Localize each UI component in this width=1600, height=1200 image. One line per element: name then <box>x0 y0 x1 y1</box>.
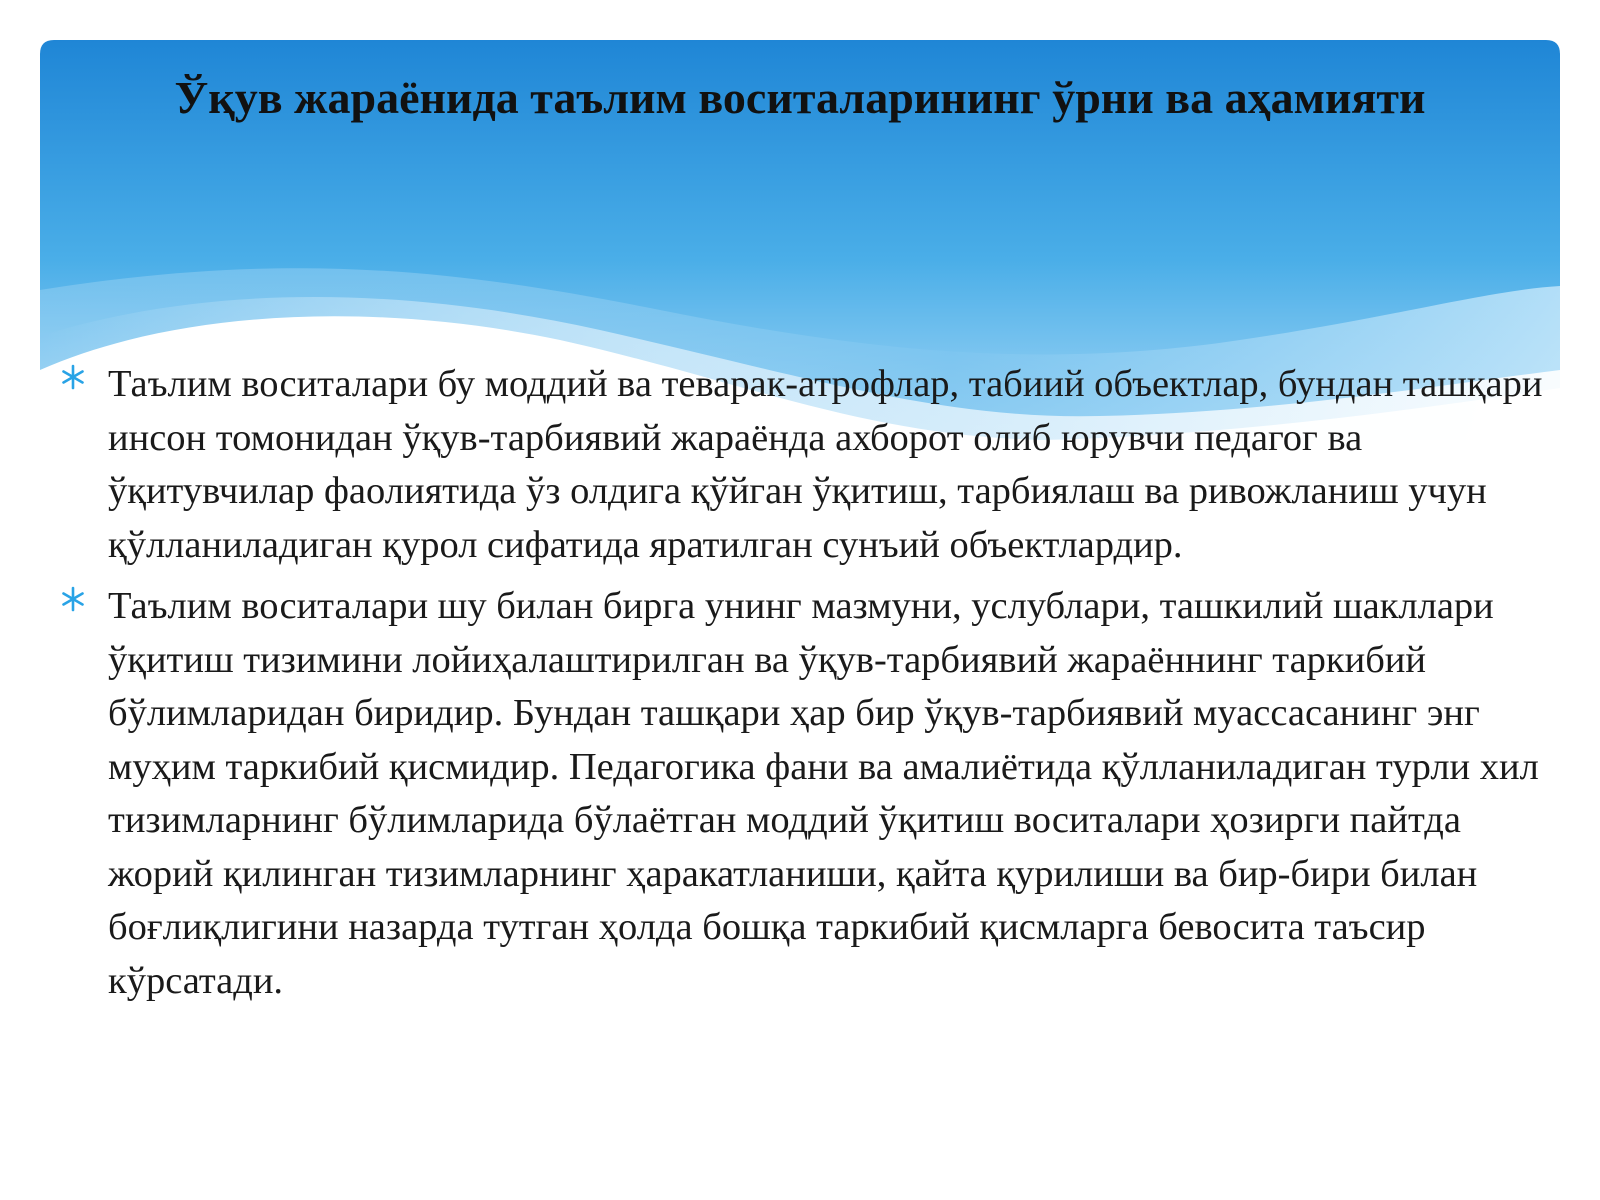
bullet-item <box>56 358 1556 572</box>
asterisk-icon <box>58 580 88 633</box>
bullet-text: Таълим воситалари бу моддий ва теварак-атрофлар, табиий объектлар, бундан ташқари инсон томонидан ўқув-тарбиявий жараёнда ахборот олиб юрувчи педагог ва ўқитувчилар фаолиятида ўз олдига қўйган ўқитиш, тарбиялаш ва ривожланиш учун қўлланиладиган қурол сифатида яратилган сунъий объектлардир. <box>108 363 1543 566</box>
asterisk-icon <box>58 358 88 411</box>
bullet-text: Таълим воситалари шу билан бирга унинг мазмуни, услублари, ташкилий шакллари ўқитиш тизимини лойиҳалаштирилган ва ўқув-тарбиявий жараённинг таркибий бўлимларидан биридир. Бундан ташқари ҳар бир ўқув-тарбиявий муассасанинг энг муҳим таркибий қисмидир. Педагогика фани ва амалиётида қўлланиладиган турли хил тизимларнинг бўлимларида бўлаётган моддий ўқитиш воситалари ҳозирги пайтда жорий қилинган тизимларнинг ҳаракатланиши, қайта қурилиши ва бир-бири билан боғлиқлигини назарда тутган ҳолда бошқа таркибий қисмларга бевосита таъсир кўрсатади. <box>108 585 1539 1002</box>
slide-title: Ўқув жараёнида таълим воситаларининг ўрни ва аҳамияти <box>174 72 1426 123</box>
bullet-list <box>56 358 1556 1016</box>
bullet-item <box>56 580 1556 1008</box>
